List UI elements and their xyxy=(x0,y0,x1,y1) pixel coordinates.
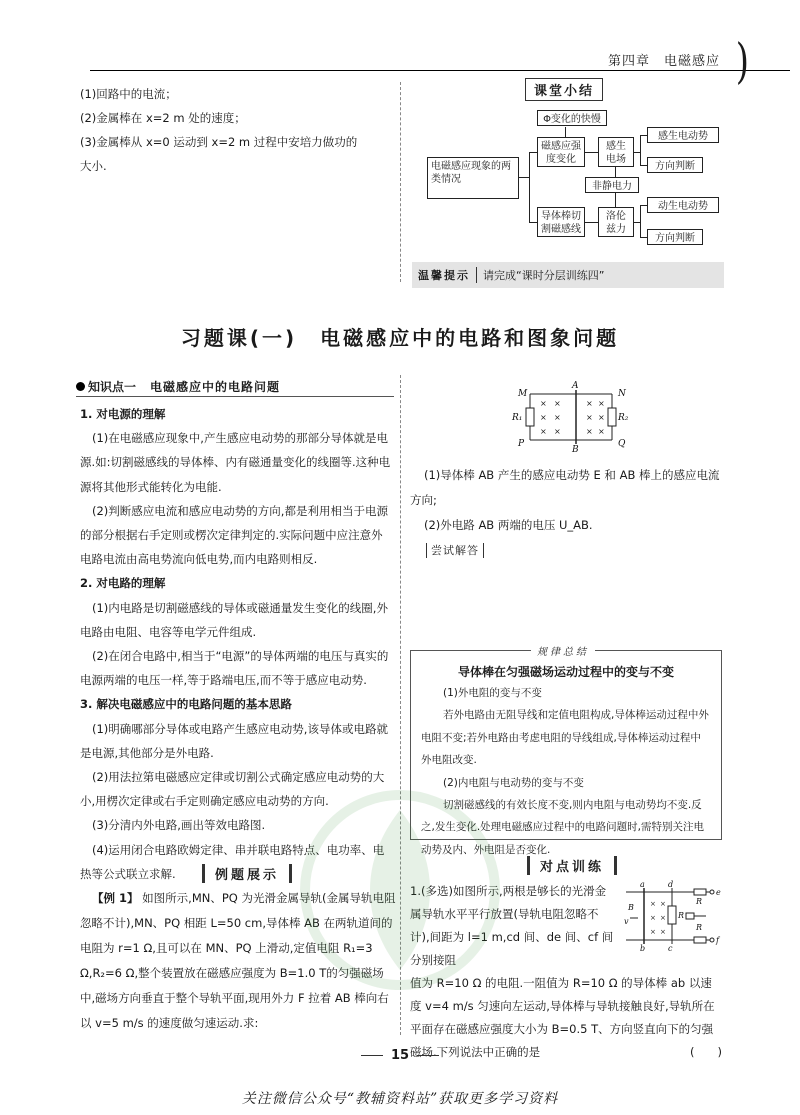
field-mark: × xyxy=(598,399,605,408)
connector xyxy=(640,135,647,136)
try-answer-tag: 尝试解答 xyxy=(426,543,484,558)
rule-summary-title: 导体棒在匀强磁场运动过程中的变与不变 xyxy=(457,665,674,679)
summary-title: 课堂小结 xyxy=(525,78,603,101)
summary-diagram xyxy=(415,105,720,255)
page-number xyxy=(0,1048,800,1063)
knowledge-point-label: 知识点一 xyxy=(88,380,137,394)
label-f: f xyxy=(716,936,719,945)
label-R: R xyxy=(696,897,703,906)
field-mark: × xyxy=(650,900,656,908)
label-B-field: B xyxy=(628,903,634,912)
paragraph: (2)用法拉第电磁感应定律或切割公式确定感应电动势的大小,用楞次定律或右手定则确定感应电动势的方向. xyxy=(80,770,385,809)
field-mark: × xyxy=(660,900,666,908)
node-nonstatic-force: 非静电力 xyxy=(585,177,639,193)
chapter-title: 第四章 电磁感应 xyxy=(607,54,720,69)
node-root: 电磁感应现象的两类情况 xyxy=(427,157,519,199)
node-motional-emf: 动生电动势 xyxy=(647,197,719,213)
question-part: 大小. xyxy=(80,159,107,173)
node-direction-2: 方向判断 xyxy=(647,229,703,245)
knowledge-point-title: 电磁感应中的电路问题 xyxy=(150,380,281,394)
label-d: d xyxy=(668,880,674,889)
field-mark: × xyxy=(554,413,561,422)
paragraph: (2)在闭合电路中,相当于“电源”的导体两端的电压与真实的电源两端的电压一样,等于路端电压,而不等于感应电动势. xyxy=(80,649,389,688)
section-heading: 2. 对电路的理解 xyxy=(80,576,166,591)
label-a: a xyxy=(640,880,645,889)
section-heading: 3. 解决电磁感应中的电路问题的基本思路 xyxy=(80,697,292,712)
label-B: B xyxy=(572,445,579,452)
section-heading: 1. 对电源的理解 xyxy=(80,407,166,421)
node-rod-cutting: 导体棒切割磁感线 xyxy=(537,207,585,237)
lesson-title: 习题课(一) 电磁感应中的电路和图象问题 xyxy=(180,326,620,350)
paragraph: (2)判断感应电流和感应电动势的方向,都是利用相当于电源的部分根据右手定则或楞次定律判定的.实际问题中应注意外电路电流由高电势流向低电势,而内电路则相反. xyxy=(80,503,388,567)
field-mark: × xyxy=(540,399,547,408)
label-c: c xyxy=(668,944,673,952)
paragraph: (1)明确哪部分导体或电路产生感应电动势,该导体或电路就是电源,其他部分是外电路. xyxy=(80,721,388,760)
connector xyxy=(519,177,529,178)
question-part: (3)金属棒从 x=0 运动到 x=2 m 过程中安培力做功的 xyxy=(80,135,358,149)
connector xyxy=(529,152,530,222)
paragraph: (1)内电路是切割磁感线的导体或磁通量发生变化的线圈,外电路由电阻、电容等电学元件组成. xyxy=(80,600,388,639)
column-divider-top xyxy=(400,82,401,282)
connector xyxy=(615,193,616,207)
field-mark: × xyxy=(660,914,666,922)
paragraph: (4)运用闭合电路欧姆定律、串并联电路特点、电功率、电热等公式联立求解. xyxy=(80,842,385,881)
connector xyxy=(640,165,647,166)
field-mark: × xyxy=(554,399,561,408)
paragraph: (2)内电阻与电动势的变与不变 xyxy=(443,776,584,789)
field-mark: × xyxy=(650,914,656,922)
rule-summary-tag: 规律总结 xyxy=(531,643,595,658)
connector xyxy=(640,135,641,165)
label-R: R xyxy=(678,911,685,920)
field-mark: × xyxy=(598,413,605,422)
connector xyxy=(615,167,616,177)
label-Q: Q xyxy=(618,439,626,449)
sub-question: (1)导体棒 AB 产生的感应电动势 E 和 AB 棒上的感应电流方向; xyxy=(410,468,720,507)
example-questions xyxy=(410,463,722,563)
label-R: R xyxy=(696,923,703,932)
label-e: e xyxy=(716,888,721,897)
node-induced-field: 感生电场 xyxy=(598,137,634,167)
node-induced-emf: 感生电动势 xyxy=(647,127,719,143)
connector xyxy=(640,205,647,206)
node-flux-rate: Φ变化的快慢 xyxy=(537,110,607,126)
example-label: 【例 1】 xyxy=(92,891,139,905)
connector xyxy=(565,127,566,137)
node-direction-1: 方向判断 xyxy=(647,157,703,173)
question-text: 值为 R=10 Ω 的电阻.一阻值为 R=10 Ω 的导体棒 ab 以速度 v=4 m/s 匀速向左运动,导体棒与导轨接触良好,导轨所在平面存在磁感应强度大小为 B=0.5 T、方向竖直向下的匀强磁场.下列说法中正确的是 xyxy=(410,976,715,1059)
field-mark: × xyxy=(540,413,547,422)
bullet-dot-icon xyxy=(76,382,85,391)
field-mark: × xyxy=(586,413,593,422)
label-M: M xyxy=(518,389,528,399)
question-head: 1.(多选)如图所示,两根是够长的光滑金属导轨水平平行放置(导轨电阻忽略不计),间距为 l=1 m,cd 间、de 间、cf 间分别接阻 xyxy=(410,884,614,967)
question-part: (2)金属棒在 x=2 m 处的速度； xyxy=(80,111,246,125)
label-v: v xyxy=(624,917,629,926)
hint-tag: 温馨提示 xyxy=(418,267,477,283)
label-R2: R₂ xyxy=(618,413,629,423)
paragraph: (1)在电磁感应现象中,产生感应电动势的那部分导体就是电源.如:切割磁感线的导体棒、内有磁通量变化的线圈等.这种电源将其他形式能转化为电能. xyxy=(80,431,391,494)
connector xyxy=(585,222,598,223)
label-R1: R₁ xyxy=(512,413,523,423)
connector xyxy=(640,205,641,237)
label-N: N xyxy=(618,389,626,399)
paragraph: (1)外电阻的变与不变 xyxy=(443,687,542,699)
page-number-dash xyxy=(361,1055,383,1056)
page-number-value: 15 xyxy=(390,1048,410,1063)
previous-question-parts xyxy=(80,82,390,178)
connector xyxy=(529,222,537,223)
training-section-title: 对点训练 xyxy=(527,856,617,875)
paragraph: (3)分清内外电路,画出等效电路图. xyxy=(92,818,266,833)
question-part: (1)回路中的电流； xyxy=(80,87,177,101)
field-mark: × xyxy=(598,427,605,436)
page-number-dash xyxy=(417,1055,439,1056)
label-P: P xyxy=(518,439,525,449)
header-brace-ornament: ) xyxy=(735,34,750,90)
label-b: b xyxy=(640,944,646,952)
answer-blank[interactable]: ( ) xyxy=(690,1045,722,1059)
field-mark: × xyxy=(586,427,593,436)
node-field-change: 磁感应强度变化 xyxy=(537,137,585,167)
connector xyxy=(640,237,647,238)
field-mark: × xyxy=(586,399,593,408)
field-mark: × xyxy=(660,928,666,936)
connector xyxy=(529,152,537,153)
paragraph: 切割磁感线的有效长度不变,则内电阻与电动势均不变.反之,发生变化.处理电磁感应过程中的电路问题时,需特别关注电动势及内、外电阻是否变化. xyxy=(421,799,705,856)
hint-bar xyxy=(412,262,724,288)
example-section-title: 例题展示 xyxy=(202,864,292,883)
header-rule xyxy=(90,70,790,71)
example-text: 如图所示,MN、PQ 为光滑金属导轨(金属导轨电阻忽略不计),MN、PQ 相距 L=50 cm,导体棒 AB 在两轨道间的电阻为 r=1 Ω,且可以在 MN、PQ 上滑动,定值电阻 R₁=3 Ω,R₂=6 Ω,整个装置放在磁感应强度为 B=1.0 T的匀强磁场中,磁场方向垂直于整个导轨平面,现用外力 F 拉着 AB 棒向右以 v=5 m/s 的速度做匀速运动.求: xyxy=(80,891,396,1030)
label-A: A xyxy=(572,381,579,391)
connector xyxy=(585,152,598,153)
field-mark: × xyxy=(540,427,547,436)
watermark-logo xyxy=(250,770,550,1050)
field-mark: × xyxy=(650,928,656,936)
training-circuit-figure xyxy=(620,880,722,952)
page-header xyxy=(607,34,750,90)
node-lorentz-force: 洛伦兹力 xyxy=(598,207,634,237)
field-mark: × xyxy=(554,427,561,436)
rail-circuit-figure xyxy=(508,380,638,452)
footer-note: 关注微信公众号“教辅资料站”获取更多学习资料 xyxy=(241,1091,559,1107)
sub-question: (2)外电路 AB 两端的电压 U_AB. xyxy=(424,518,593,532)
knowledge-point-header xyxy=(76,377,394,397)
hint-text: 请完成“课时分层训练四” xyxy=(483,269,605,282)
paragraph: 若外电路由无阻导线和定值电阻构成,导体棒运动过程中外电阻不变;若外电路由考虑电阻的导线组成,导体棒运动过程中外电阻改变. xyxy=(421,709,709,767)
